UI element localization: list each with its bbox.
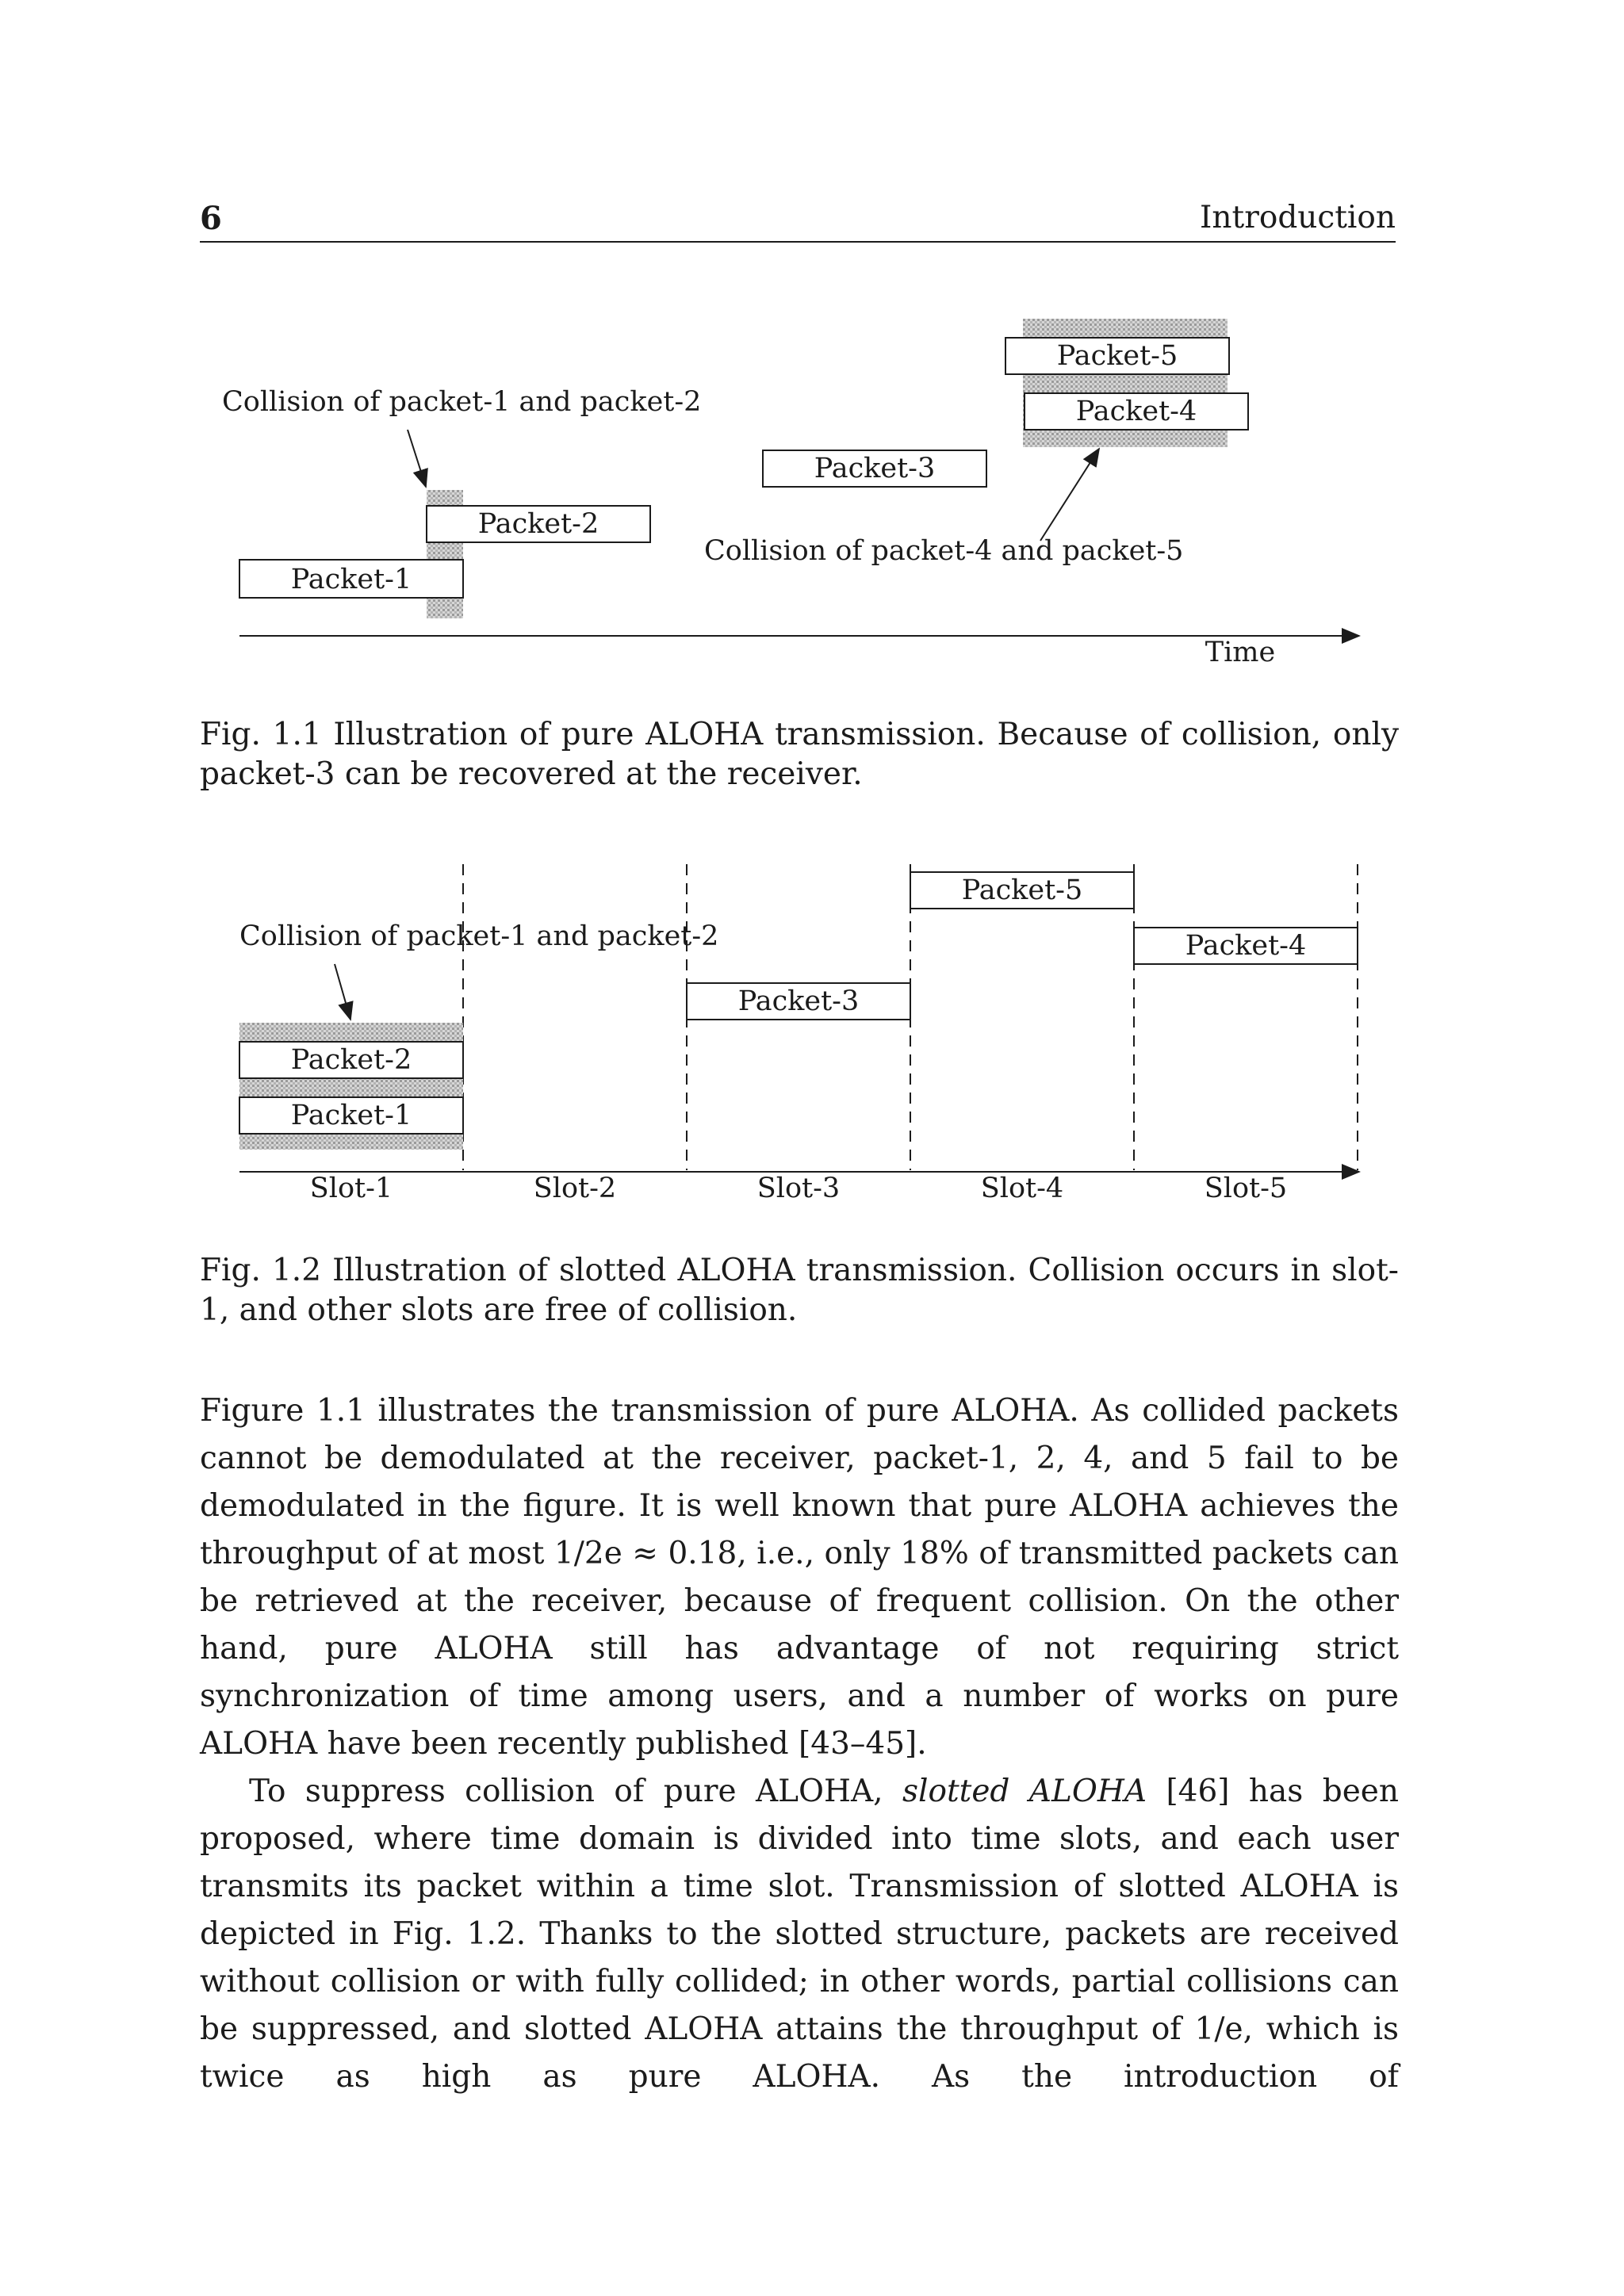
paragraph-2-start: To suppress collision of pure ALOHA, bbox=[249, 1774, 903, 1809]
slotted-packet-1-label: Packet-1 bbox=[290, 1100, 412, 1131]
slotted-packet-1-box bbox=[239, 1097, 463, 1134]
slotted-packet-2-label: Packet-2 bbox=[290, 1044, 412, 1076]
slotted-packet-3-label: Packet-3 bbox=[737, 985, 860, 1017]
collision-annotation-4-5: Collision of packet-4 and packet-5 bbox=[704, 535, 1184, 567]
packet-5-box bbox=[1005, 338, 1229, 374]
body-text bbox=[200, 1387, 1399, 2101]
packet-1-box bbox=[239, 560, 463, 598]
collision-annotation-1-2: Collision of packet-1 and packet-2 bbox=[222, 386, 702, 418]
slotted-aloha-term: slotted ALOHA bbox=[902, 1774, 1147, 1809]
slotted-packet-3-box bbox=[687, 983, 910, 1020]
slotted-packet-4-box bbox=[1134, 928, 1358, 964]
time-axis-label: Time bbox=[1205, 637, 1276, 668]
slot-5-label: Slot-5 bbox=[1204, 1173, 1288, 1204]
slotted-packet-2-box bbox=[239, 1042, 463, 1078]
figure-pure-aloha bbox=[0, 301, 1624, 682]
slotted-packet-5-label: Packet-5 bbox=[961, 874, 1083, 906]
slotted-packet-5-box bbox=[910, 872, 1134, 909]
slotted-collision-arrow bbox=[335, 964, 350, 1020]
slot-3-label: Slot-3 bbox=[756, 1173, 841, 1204]
paragraph-1: Figure 1.1 illustrates the transmission of pure ALOHA. As collided packets cannot be demodulated at the receiver, packet-1, 2, 4, and 5 fail to be demodulated in the figure. It is well known that pure ALOHA achieves the throughput of at most 1/2e ≈ 0.18, i.e., only 18% of transmitted packets can be retrieved at the receiver, because of frequent collision. On the other hand, pure ALOHA still has advantage of not requiring strict synchronization of time among users, and a number of works on pure ALOHA have been recently published [43–45]. bbox=[200, 1393, 1399, 1762]
collision-arrow-1-2 bbox=[408, 430, 426, 487]
packet-3-box bbox=[763, 450, 986, 487]
slot-2-label: Slot-2 bbox=[533, 1173, 617, 1204]
slot-4-label: Slot-4 bbox=[980, 1173, 1064, 1204]
slotted-aloha-diagram bbox=[0, 856, 1624, 1221]
pure-aloha-diagram bbox=[0, 301, 1624, 682]
packet-1-label: Packet-1 bbox=[290, 564, 412, 595]
packet-2-box bbox=[427, 506, 650, 542]
slot-1-label: Slot-1 bbox=[309, 1173, 393, 1204]
page-number: 6 bbox=[200, 200, 222, 237]
packet-4-label: Packet-4 bbox=[1075, 396, 1197, 427]
packet-4-box bbox=[1025, 393, 1248, 430]
figure-slotted-aloha bbox=[0, 856, 1624, 1221]
slotted-collision-annotation: Collision of packet-1 and packet-2 bbox=[239, 920, 719, 952]
slotted-packet-4-label: Packet-4 bbox=[1185, 930, 1307, 962]
packet-5-label: Packet-5 bbox=[1056, 340, 1178, 372]
figure-2-caption: Fig. 1.2 Illustration of slotted ALOHA transmission. Collision occurs in slot-1, and other slots are free of collision. bbox=[200, 1253, 1399, 1328]
paragraph-2 bbox=[200, 1768, 1399, 2101]
collision-arrow-4-5 bbox=[1040, 449, 1099, 541]
packet-3-label: Packet-3 bbox=[814, 453, 936, 484]
running-title: Introduction bbox=[1200, 200, 1396, 235]
figure-1-caption: Fig. 1.1 Illustration of pure ALOHA transmission. Because of collision, only packet-3 can be recovered at the receiver. bbox=[200, 717, 1399, 792]
paragraph-2-rest: [46] has been proposed, where time domain is divided into time slots, and each user transmits its packet within a time slot. Transmission of slotted ALOHA is depicted in Fig. 1.2. Thanks to the slotted structure, packets are received without collision or with fully collided; in other words, partial collisions can be suppressed, and slotted ALOHA attains the throughput of 1/e, which is twice as high as pure ALOHA. As the introduction of bbox=[200, 1774, 1399, 2095]
packet-2-label: Packet-2 bbox=[477, 508, 599, 540]
page-header bbox=[200, 200, 1396, 243]
